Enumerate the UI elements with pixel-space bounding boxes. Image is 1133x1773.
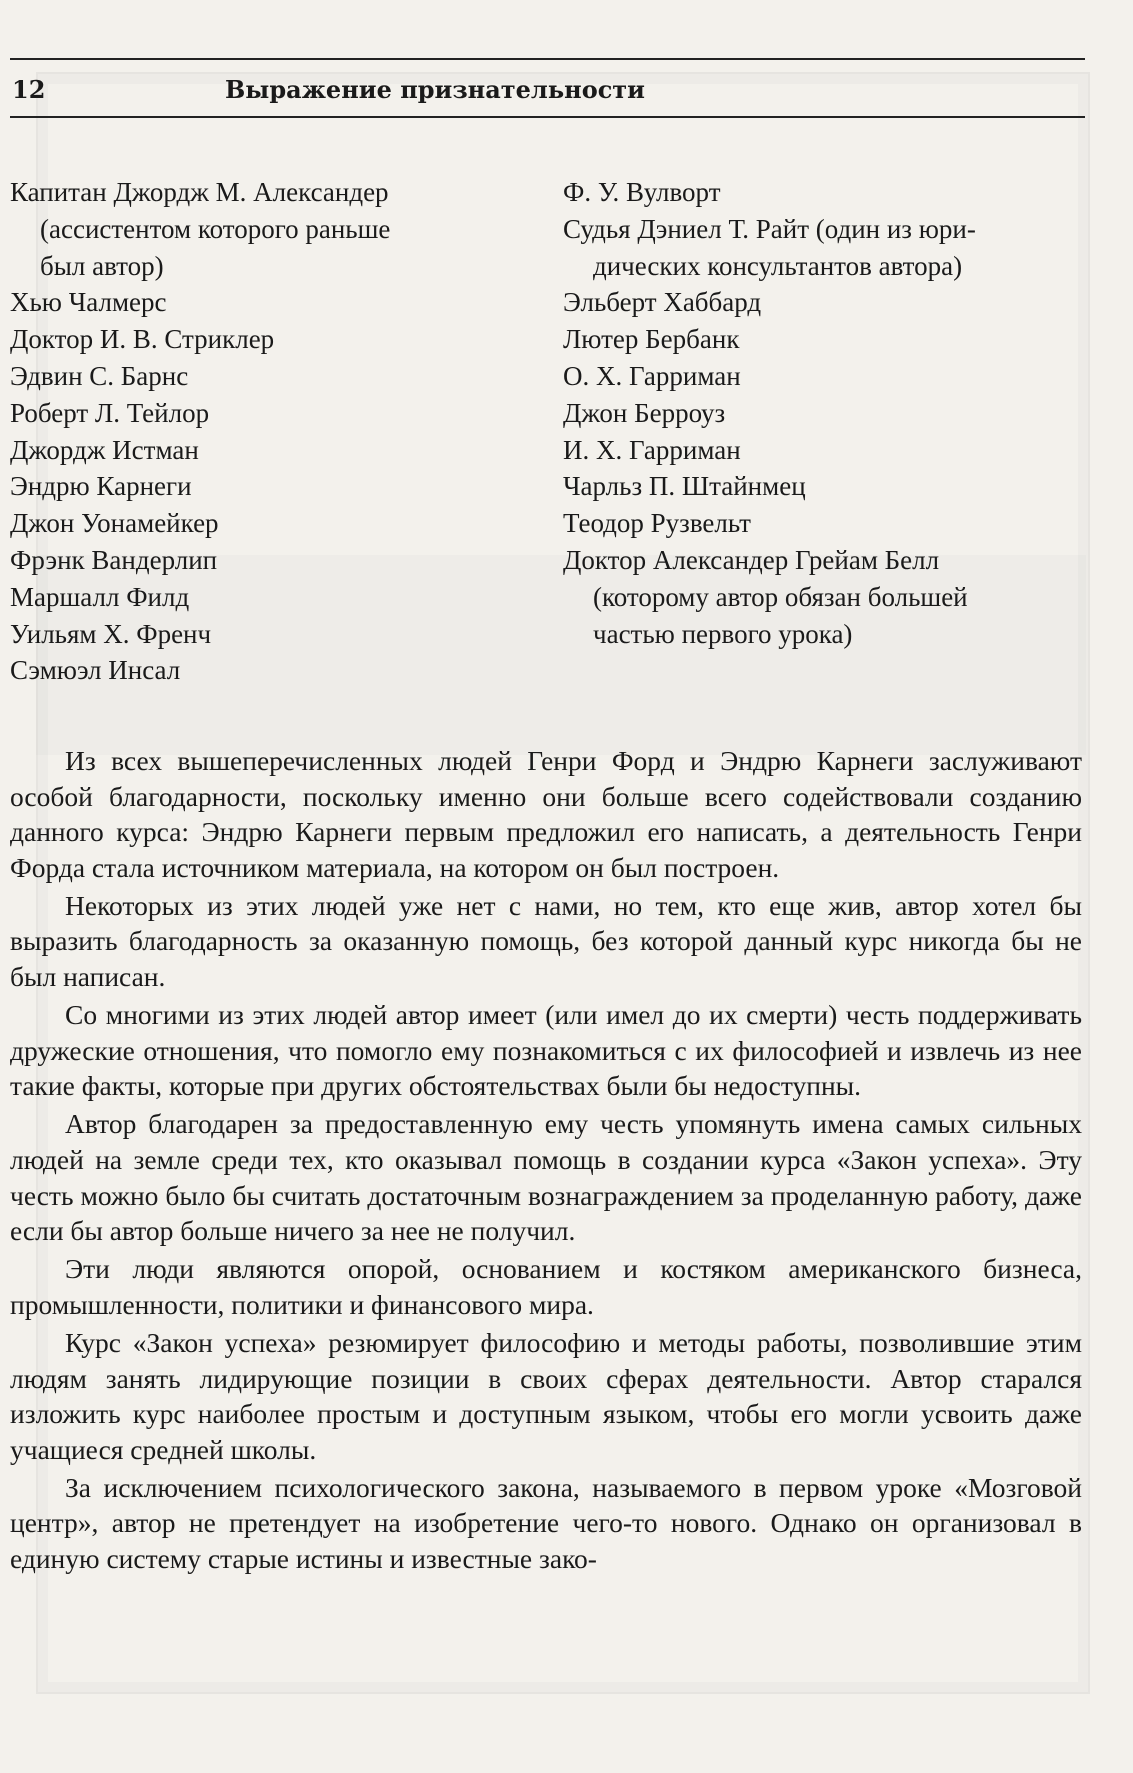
name-entry: Эльберт Хаббард xyxy=(563,287,762,318)
body-text xyxy=(10,743,1082,1579)
paragraph: Эти люди являются опорой, основанием и костяком американского бизнеса, промышленности, политики и финансового мира. xyxy=(10,1253,1082,1320)
name-entry: Лютер Бербанк xyxy=(563,324,740,355)
name-entry: Теодор Рузвельт xyxy=(563,508,751,539)
name-entry: Судья Дэниел Т. Райт (один из юри- xyxy=(563,213,976,244)
name-entry: Капитан Джордж М. Александер xyxy=(10,177,389,207)
name-entry: Доктор И. В. Стриклер xyxy=(10,324,275,355)
name-entry-continuation: (ассистентом которого раньше xyxy=(40,213,391,244)
name-entry: Эдвин С. Барнс xyxy=(10,360,189,391)
paragraph: За исключением психологического закона, называемого в первом уроке «Мозговой центр», автор не претендует на изобретение чего-то нового. Однако он организовал в единую систему старые истины и известные зако- xyxy=(10,1471,1082,1575)
paragraph: Автор благодарен за предоставленную ему честь упомянуть имена самых сильных людей на земле среди тех, кто оказывал помощь в создании курса «Закон успеха». Эту честь можно было бы считать достаточным вознаграждением за проделанную работу, даже если бы автор больше ничего за нее не получил. xyxy=(10,1108,1082,1247)
name-entry: Фрэнк Вандерлип xyxy=(10,544,218,575)
names-column-right xyxy=(563,174,1083,652)
page-number: 12 xyxy=(12,75,46,104)
paragraph: Из всех вышеперечисленных людей Генри Форд и Эндрю Карнеги заслуживают особой благодарности, поскольку именно они больше всего содействовали созданию данного курса: Эндрю Карнеги первым предложил его написать, а деятельность Генри Форда стала источником материала, на котором он был построен. xyxy=(10,745,1082,883)
name-entry: О. Х. Гарриман xyxy=(563,360,741,391)
name-entry: Ф. У. Вулворт xyxy=(563,177,721,207)
name-entry: Хью Чалмерс xyxy=(10,287,167,318)
paragraph: Некоторых из этих людей уже нет с нами, но тем, кто еще жив, автор хотел бы выразить благодарность за оказанную помощь, без которой данный курс никогда бы не был написан. xyxy=(10,889,1082,993)
name-entry: Чарльз П. Штайнмец xyxy=(563,471,806,502)
name-entry: Роберт Л. Тейлор xyxy=(10,397,210,428)
name-entry: Эндрю Карнеги xyxy=(10,471,192,502)
names-column-left xyxy=(10,174,550,689)
name-entry: Уильям Х. Френч xyxy=(10,618,212,649)
name-entry: Доктор Александер Грейам Белл xyxy=(563,544,940,575)
page-header xyxy=(10,58,1085,118)
name-entry-continuation: был автор) xyxy=(40,250,164,281)
name-entry: Маршалл Филд xyxy=(10,581,190,612)
name-entry-continuation: (которому автор обязан большей xyxy=(593,581,968,612)
running-head-title: Выражение признательности xyxy=(225,75,645,104)
name-entry: Джон Уонамейкер xyxy=(10,508,219,539)
paragraph: Со многими из этих людей автор имеет (или имел до их смерти) честь поддерживать дружеские отношения, что помогло ему познакомиться с их философией и извлечь из нее такие факты, которые при других обстоятельствах были бы недоступны. xyxy=(10,999,1082,1102)
name-entry: И. Х. Гарриман xyxy=(563,434,741,465)
name-entry-continuation: дических консультантов автора) xyxy=(593,250,963,281)
name-entry: Джордж Истман xyxy=(10,434,199,465)
name-entry: Джон Берроуз xyxy=(563,397,726,428)
name-entry-continuation: частью первого урока) xyxy=(593,618,853,649)
name-entry: Сэмюэл Инсал xyxy=(10,655,181,686)
paragraph: Курс «Закон успеха» резюмирует философию и методы работы, позволившие этим людям занять лидирующие позиции в своих сферах деятельности. Автор старался изложить курс наиболее простым и доступным языком, чтобы его могли усвоить даже учащиеся средней школы. xyxy=(10,1327,1082,1465)
